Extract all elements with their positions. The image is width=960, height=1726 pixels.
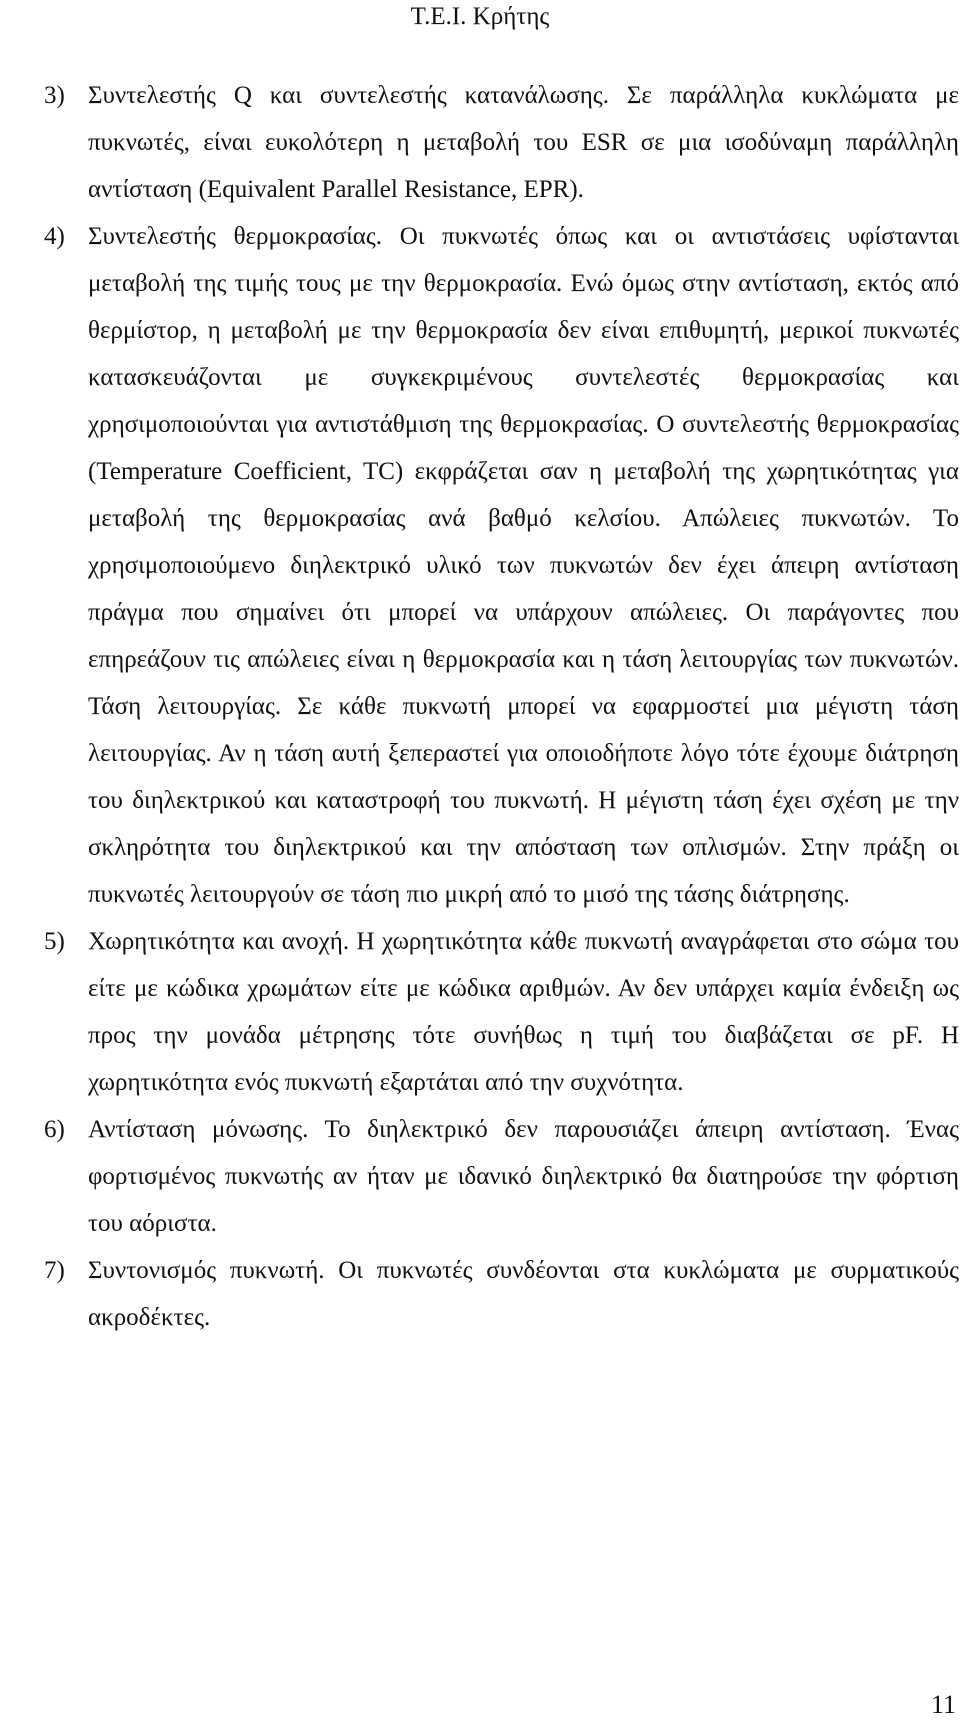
list-item xyxy=(44,918,960,1106)
list-item xyxy=(44,213,960,918)
page-header: Τ.Ε.Ι. Κρήτης xyxy=(410,3,550,30)
item-number: 3) xyxy=(44,82,65,109)
item-number: 6) xyxy=(44,1116,65,1143)
item-text: Συντελεστής Q και συντελεστής κατανάλωσης. Σε παράλληλα κυκλώματα με πυκνωτές, είναι ευκολότερη η μεταβολή του ESR σε μια ισοδύναμη παράλληλη αντίσταση (Equivalent Parallel Resistance, EPR). xyxy=(88,82,959,203)
item-text: Συντονισμός πυκνωτή. Οι πυκνωτές συνδέονται στα κυκλώματα με συρματικούς ακροδέκτες. xyxy=(88,1257,959,1331)
document-body xyxy=(44,72,960,1341)
list-item xyxy=(44,72,960,213)
item-number: 5) xyxy=(44,928,65,955)
item-number: 7) xyxy=(44,1257,65,1284)
list-item xyxy=(44,1247,960,1341)
item-text: Αντίσταση μόνωσης. Το διηλεκτρικό δεν παρουσιάζει άπειρη αντίσταση. Ένας φορτισμένος πυκνωτής αν ήταν με ιδανικό διηλεκτρικό θα διατηρούσε την φόρτιση του αόριστα. xyxy=(88,1116,959,1237)
item-text: Χωρητικότητα και ανοχή. Η χωρητικότητα κάθε πυκνωτή αναγράφεται στο σώμα του είτε με κώδικα χρωμάτων είτε με κώδικα αριθμών. Αν δεν υπάρχει καμία ένδειξη ως προς την μονάδα μέτρησης τότε συνήθως η τιμή του διαβάζεται σε pF. Η χωρητικότητα ενός πυκνωτή εξαρτάται από την συχνότητα. xyxy=(88,928,959,1096)
item-text: Συντελεστής θερμοκρασίας. Οι πυκνωτές όπως και οι αντιστάσεις υφίστανται μεταβολή της τιμής τους με την θερμοκρασία. Ενώ όμως στην αντίσταση, εκτός από θερμίστορ, η μεταβολή με την θερμοκρασία δεν είναι επιθυμητή, μερικοί πυκνωτές κατασκευάζονται με συγκεκριμένους συντελεστές θερμοκρασίας και χρησιμοποιούνται για αντιστάθμιση της θερμοκρασίας. Ο συντελεστής θερμοκρασίας (Temperature Coefficient, TC) εκφράζεται σαν η μεταβολή της χωρητικότητας για μεταβολή της θερμοκρασίας ανά βαθμό κελσίου. Απώλειες πυκνωτών. Το χρησιμοποιούμενο διηλεκτρικό υλικό των πυκνωτών δεν έχει άπειρη αντίσταση πράγμα που σημαίνει ότι μπορεί να υπάρχουν απώλειες. Οι παράγοντες που επηρεάζουν τις απώλειες είναι η θερμοκρασία και η τάση λειτουργίας των πυκνωτών. Τάση λειτουργίας. Σε κάθε πυκνωτή μπορεί να εφαρμοστεί μια μέγιστη τάση λειτουργίας. Αν η τάση αυτή ξεπεραστεί για οποιοδήποτε λόγο τότε έχουμε διάτρηση του διηλεκτρικού και καταστροφή του πυκνωτή. Η μέγιστη τάση έχει σχέση με την σκληρότητα του διηλεκτρικού και την απόσταση των οπλισμών. Στην πράξη οι πυκνωτές λειτουργούν σε τάση πιο μικρή από το μισό της τάσης διάτρησης. xyxy=(88,223,959,908)
item-number: 4) xyxy=(44,223,65,250)
page-number: 11 xyxy=(930,1690,956,1719)
list-item xyxy=(44,1106,960,1247)
